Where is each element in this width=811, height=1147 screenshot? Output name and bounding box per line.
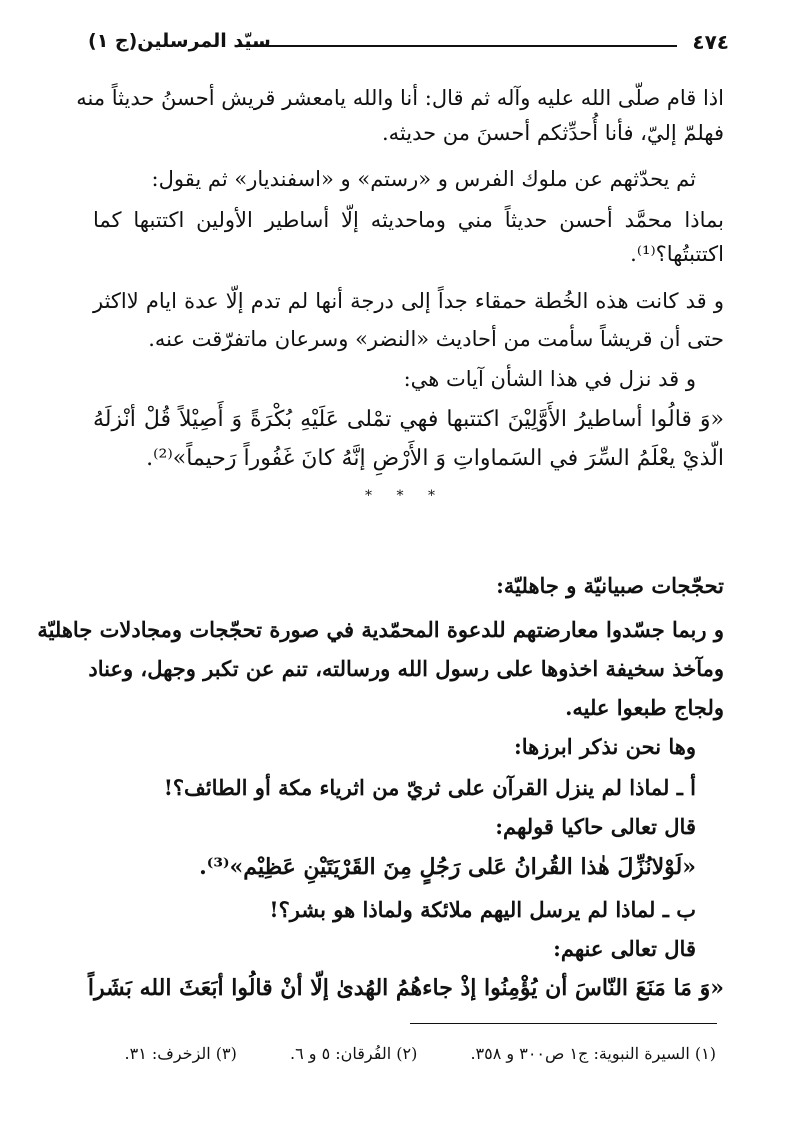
body-line: ثم يحدّثهم عن ملوك الفرس و «رستم» و «اسفنديار» ثم يقول:	[151, 167, 696, 191]
body-line: اكتتبتُها؟⁽¹⁾.	[630, 242, 724, 266]
quran-verse-line: «وَ قالُوا أساطيرُ الأَوَّلِيْنَ اكتتبها فهي تمْلى عَلَيْهِ بُكْرَةً وَ أَصِيْلاً قُلْ أنْزلَهُ	[93, 407, 724, 432]
body-line: فهلمّ إليّ، فأنا أُحدِّثكم أحسنَ من حديثه.	[381, 121, 724, 145]
section-line: و ربما جسّدوا معارضتهم للدعوة المحمّدية في صورة تحجّجات ومجادلات جاهليّة	[37, 617, 724, 642]
body-line: و قد نزل في هذا الشأن آيات هي:	[403, 367, 696, 391]
body-line: حتى أن قريشاً سأمت من أحاديث «النضر» وسرعان ماتفرّقت عنه.	[148, 327, 724, 351]
footnote-1: (١) السيرة النبوية: ج١ ص٣٠٠ و ٣٥٨.	[470, 1044, 716, 1063]
quran-verse-line: الّذيْ يعْلَمُ السِّرَ في السَماواتِ وَ الأَرْضِ إنَّهُ كانَ غَفُوراً رَحيماً»⁽²⁾.	[146, 446, 724, 471]
body-line: و قد كانت هذه الخُطة حمقاء جداً إلى درجة أنها لم تدم إلّا عدة ايام لااكثر	[93, 289, 724, 313]
section-separator: * * *	[365, 488, 445, 504]
footnote-3: (٣) الزخرف: ٣١.	[124, 1044, 237, 1063]
section-line: وها نحن نذكر ابرزها:	[513, 734, 696, 759]
footnote-rule	[410, 1023, 717, 1024]
section-line: قال تعالى عنهم:	[553, 936, 696, 961]
section-heading: تحجّجات صبيانيّة و جاهليّة:	[496, 573, 724, 598]
section-line: ومآخذ سخيفة اخذوها على رسول الله ورسالته، تنم عن تكبر وجهل، وعناد	[88, 656, 724, 681]
body-line: بماذا محمَّد أحسن حديثاً مني وماحديثه إلّا أساطير الأولين اكتتبها كما	[93, 208, 724, 232]
body-line: اذا قام صلّى الله عليه وآله ثم قال: أنا والله يامعشر قريش أحسنُ حديثاً منه	[76, 86, 724, 110]
page-number: ٤٧٤	[692, 30, 729, 54]
quran-verse-line: «وَ مَا مَنَعَ النّاسَ أن يُؤْمِنُوا إذْ جاءهُمُ الهُدىٰ إلّا أنْ قالُوا أبَعَثَ الله بَشَراً	[87, 975, 724, 1001]
running-title: سيّد المرسلين(ج ١)	[88, 30, 271, 52]
section-line: ولجاج طبعوا عليه.	[565, 695, 724, 720]
quran-verse-line: «لَوْلانُزِّلَ هٰذا القُرانُ عَلى رَجُلٍ مِنَ القَرْيَتَيْنِ عَظِيْم»⁽³⁾.	[199, 854, 696, 880]
footnotes	[95, 1040, 716, 1068]
header-rule	[238, 45, 677, 47]
section-line: أ ـ لماذا لم ينزل القرآن على ثريّ من اثرياء مكة أو الطائف؟!	[163, 775, 696, 800]
section-line: ب ـ لماذا لم يرسل اليهم ملائكة ولماذا هو بشر؟!	[269, 897, 696, 922]
section-line: قال تعالى حاكيا قولهم:	[495, 814, 696, 839]
page-header	[88, 30, 729, 62]
footnote-2: (٢) الفُرقان: ٥ و ٦.	[289, 1044, 418, 1063]
